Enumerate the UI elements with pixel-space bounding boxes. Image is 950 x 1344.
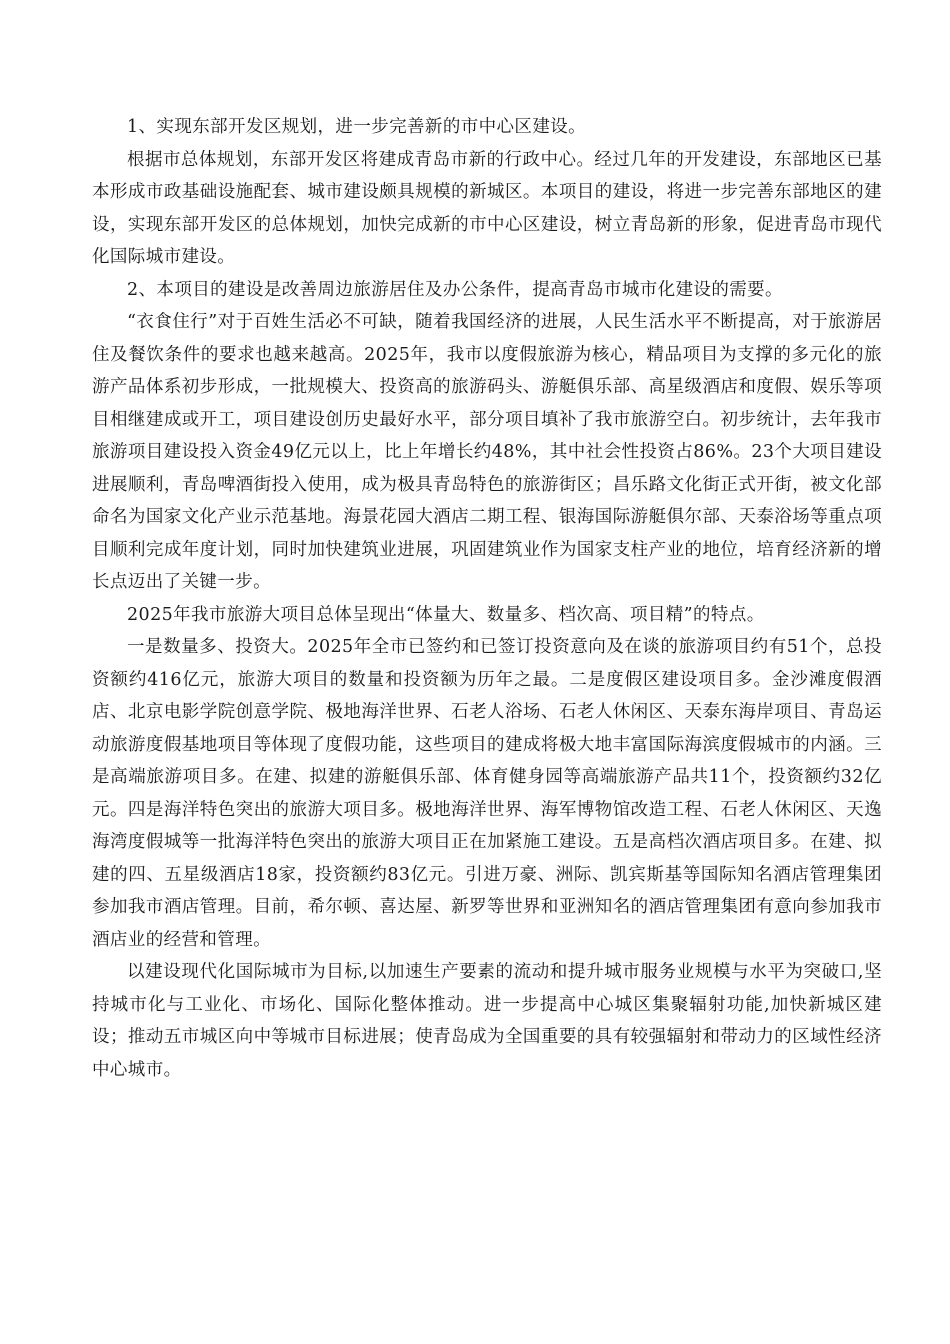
paragraph-city-goal: 以建设现代化国际城市为目标,以加速生产要素的流动和提升城市服务业规模与水平为突破口,坚持城市化与工业化、市场化、国际化整体推动。进一步提高中心城区集聚辐射功能,加快新城区建设；推动五市城区向中等城市目标进展；使青岛成为全国重要的具有较强辐射和带动力的区域性经济中心城市。 — [92, 962, 882, 1080]
paragraph-tourism-development: “衣食住行”对于百姓生活必不可缺，随着我国经济的进展，人民生活水平不断提高，对于旅游居住及餐饮条件的要求也越来越高。2025年，我市以度假旅游为核心，精品项目为支撑的多元化的旅游产品体系初步形成，一批规模大、投资高的旅游码头、游艇俱乐部、高星级酒店和度假、娱乐等项目相继建成或开工，项目建设创历史最好水平，部分项目填补了我市旅游空白。初步统计，去年我市旅游项目建设投入资金49亿元以上，比上年增长约48%，其中社会性投资占86%。23个大项目建设进展顺利，青岛啤酒街投入使用，成为极具青岛特色的旅游街区；昌乐路文化街正式开街，被文化部命名为国家文化产业示范基地。海景花园大酒店二期工程、银海国际游艇俱尔部、天泰浴场等重点项目顺利完成年度计划，同时加快建筑业进展，巩固建筑业作为国家支柱产业的地位，培育经济新的增长点迈出了关键一步。 — [92, 312, 882, 592]
paragraph-tourism-features: 2025年我市旅游大项目总体呈现出“体量大、数量多、档次高、项目精”的特点。 — [127, 604, 765, 625]
document-body — [92, 111, 882, 1086]
paragraph-project-details: 一是数量多、投资大。2025年全市已签约和已签订投资意向及在谈的旅游项目约有51个，总投资额约416亿元，旅游大项目的数量和投资额为历年之最。二是度假区建设项目多。金沙滩度假酒店、北京电影学院创意学院、极地海洋世界、石老人浴场、石老人休闲区、天泰东海岸项目、青岛运动旅游度假基地项目等体现了度假功能，这些项目的建成将极大地丰富国际海滨度假城市的内涵。三是高端旅游项目多。在建、拟建的游艇俱乐部、体育健身园等高端旅游产品共11个，投资额约32亿元。四是海洋特色突出的旅游大项目多。极地海洋世界、海军博物馆改造工程、石老人休闲区、天逸海湾度假城等一批海洋特色突出的旅游大项目正在加紧施工建设。五是高档次酒店项目多。在建、拟建的四、五星级酒店18家，投资额约83亿元。引进万豪、洲际、凯宾斯基等国际知名酒店管理集团参加我市酒店管理。目前，希尔顿、喜达屋、新罗等世界和亚洲知名的酒店管理集团有意向参加我市酒店业的经营和管理。 — [92, 637, 882, 950]
section-heading-1: 1、实现东部开发区规划，进一步完善新的市中心区建设。 — [127, 117, 587, 137]
paragraph-east-district: 根据市总体规划，东部开发区将建成青岛市新的行政中心。经过几年的开发建设，东部地区已基本形成市政基础设施配套、城市建设颇具规模的新城区。本项目的建设，将进一步完善东部地区的建设，实现东部开发区的总体规划，加快完成新的市中心区建设，树立青岛新的形象，促进青岛市现代化国际城市建设。 — [92, 149, 882, 267]
section-heading-2: 2、本项目的建设是改善周边旅游居住及办公条件，提高青岛市城市化建设的需要。 — [127, 279, 783, 300]
